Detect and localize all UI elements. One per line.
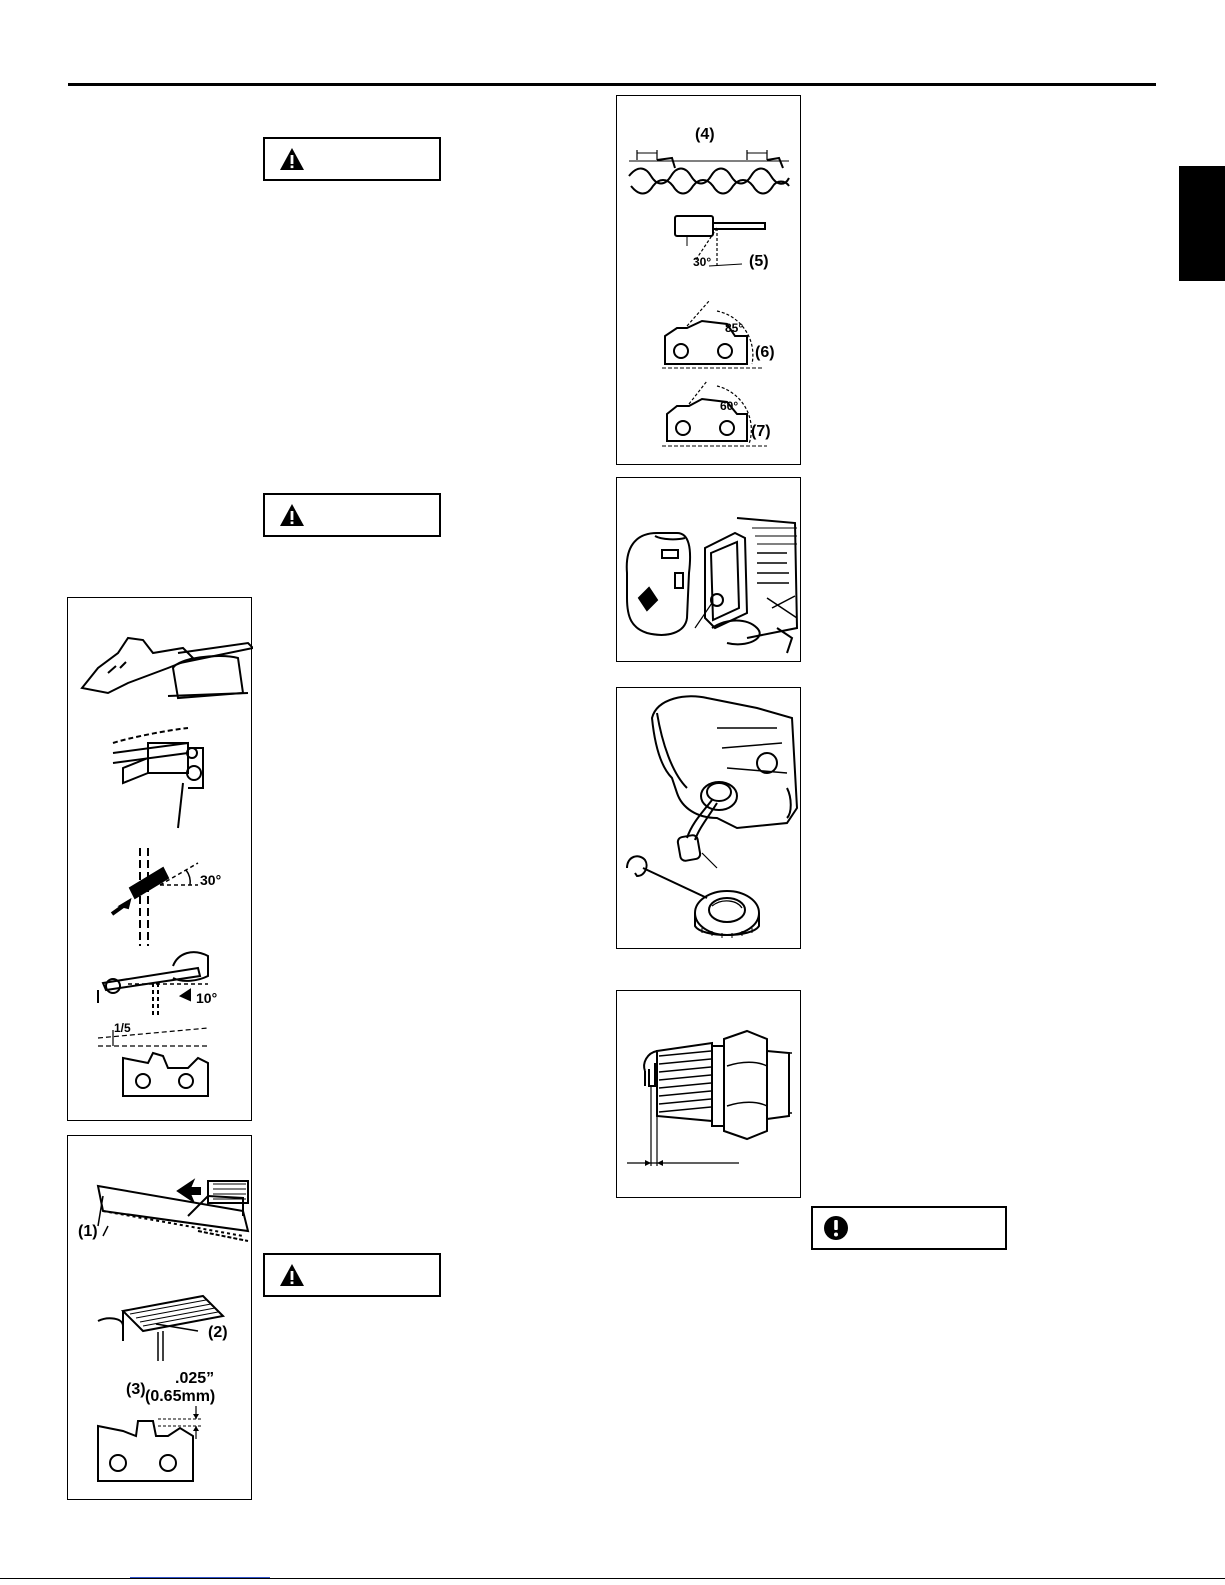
exclamation-circle-icon <box>823 1215 849 1241</box>
cutter-angle-85-label: 85° <box>725 321 744 335</box>
cutter-angle-30-label: 30° <box>693 255 712 269</box>
air-filter-illustration <box>617 478 802 663</box>
spark-plug-illustration <box>617 991 802 1199</box>
cutter-label-5: (5) <box>749 253 769 270</box>
depth-gauge-illustration <box>68 1136 253 1501</box>
depth-gauge-label-2: (2) <box>208 1324 228 1341</box>
sharpening-illustration <box>68 598 253 1122</box>
warning-box-3 <box>263 1253 441 1297</box>
figure-air-filter <box>616 477 801 662</box>
cutter-angles-illustration <box>617 96 802 466</box>
figure-cutter-angles <box>616 95 801 465</box>
warning-triangle-icon <box>279 503 305 527</box>
warning-box-1 <box>263 137 441 181</box>
figure-fuel-filter <box>616 687 801 949</box>
warning-triangle-icon <box>279 1263 305 1287</box>
notice-box <box>811 1206 1007 1250</box>
cutter-label-6: (6) <box>755 344 775 361</box>
depth-gauge-label-1: (1) <box>78 1223 98 1240</box>
cutter-label-7: (7) <box>751 423 771 440</box>
figure-sharpening-sequence <box>67 597 252 1121</box>
depth-gauge-gap-mm: (0.65mm) <box>145 1388 216 1405</box>
cutter-angle-60-label: 60° <box>720 399 739 413</box>
depth-gauge-label-3: (3) <box>126 1381 146 1398</box>
sharpen-angle-10-label: 10° <box>196 990 218 1006</box>
footer-rule <box>0 1578 1225 1579</box>
warning-triangle-icon <box>279 147 305 171</box>
depth-gauge-gap-inches: .025” <box>175 1370 215 1387</box>
header-rule <box>68 83 1156 86</box>
fuel-filter-illustration <box>617 688 802 950</box>
sharpen-angle-30-label: 30° <box>200 872 222 888</box>
section-tab <box>1179 166 1225 281</box>
warning-box-2 <box>263 493 441 537</box>
cutter-label-4: (4) <box>695 126 715 143</box>
footer-link-underline <box>130 1577 270 1578</box>
figure-spark-plug <box>616 990 801 1198</box>
sharpen-fraction-label: 1/5 <box>114 1021 131 1035</box>
figure-depth-gauge <box>67 1135 252 1500</box>
